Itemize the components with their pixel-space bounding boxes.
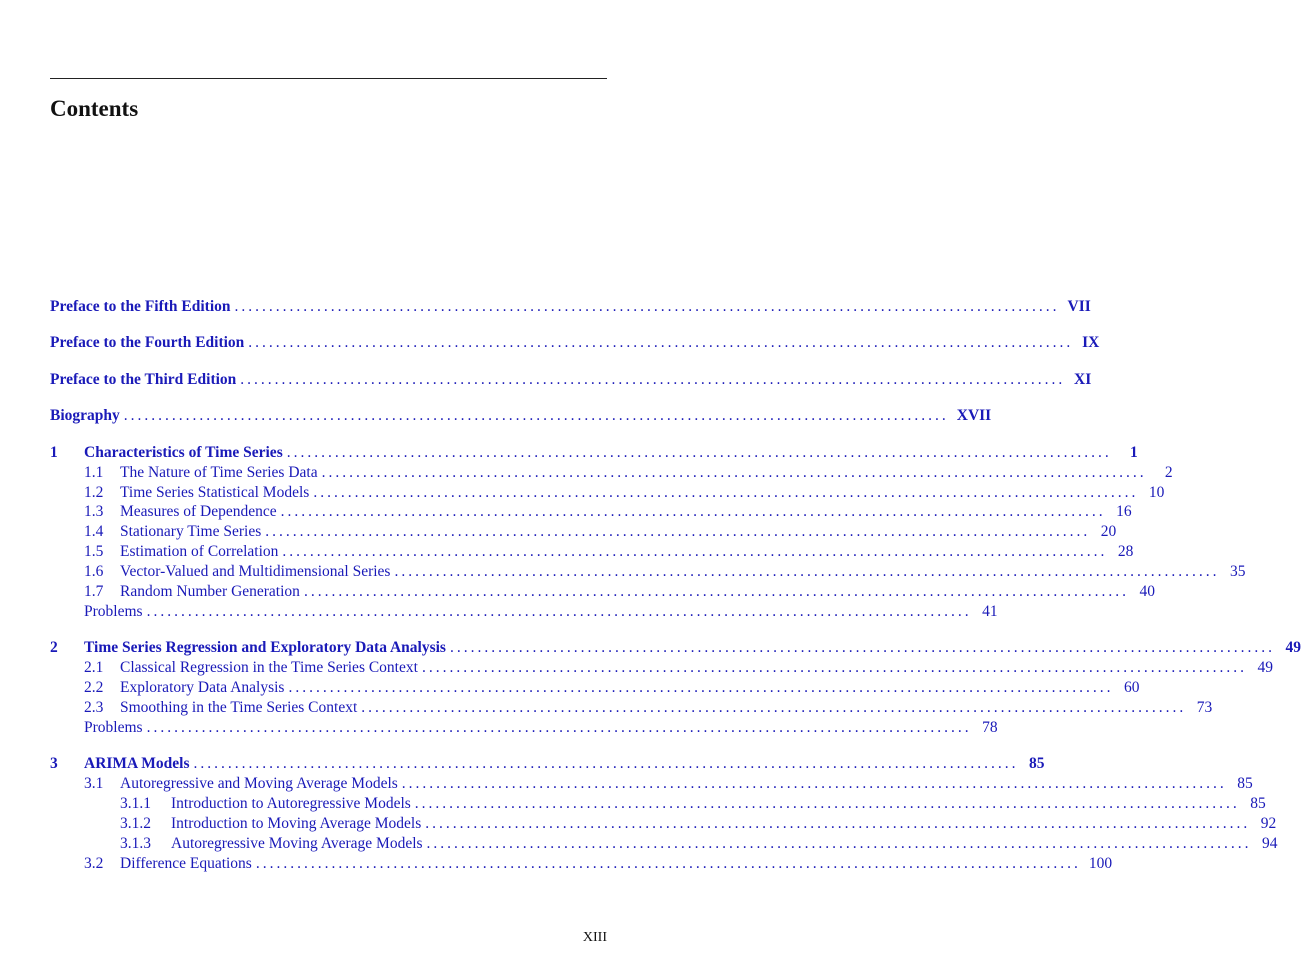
toc-entry-page: 1 <box>1129 444 1138 461</box>
toc-entry-number: 3.2 <box>84 855 104 872</box>
dot-leader: ........................................................................................................................ <box>414 795 1240 812</box>
toc-entry[interactable] <box>84 522 1117 542</box>
toc-entry[interactable] <box>84 854 1113 874</box>
toc-entry[interactable] <box>84 542 1134 562</box>
toc-entry-page: 2 <box>1164 464 1173 481</box>
toc-entry-number: 2 <box>50 639 58 656</box>
toc-entry-page: VII <box>1067 298 1091 315</box>
toc-entry-number: 1.7 <box>84 583 104 600</box>
toc-entry-title: Biography <box>50 407 120 424</box>
dot-leader: ........................................................................................................................ <box>321 464 1147 481</box>
dot-leader: ........................................................................................................................ <box>280 503 1106 520</box>
toc-entry-page: 85 <box>1237 775 1253 792</box>
toc-entry-title: Problems <box>84 719 143 736</box>
page-number: XIII <box>582 930 607 945</box>
toc-entry[interactable] <box>84 658 1273 678</box>
toc-entry[interactable] <box>50 333 1100 353</box>
toc-entry-title: Preface to the Fifth Edition <box>50 298 231 315</box>
toc-entry-title: ARIMA Models <box>84 755 190 772</box>
dot-leader: ........................................................................................................................ <box>361 699 1187 716</box>
toc-entry-page: 49 <box>1257 659 1273 676</box>
dot-leader: ........................................................................................................................ <box>193 755 1019 772</box>
dot-leader: ........................................................................................................................ <box>123 407 949 424</box>
toc-entry-number: 2.2 <box>84 679 104 696</box>
toc-entry-number: 2.1 <box>84 659 104 676</box>
dot-leader: ........................................................................................................................ <box>255 855 1081 872</box>
toc-entry-page: 28 <box>1117 543 1134 560</box>
toc-entry-title: Autoregressive and Moving Average Models <box>120 775 398 792</box>
dot-leader: ........................................................................................................................ <box>449 639 1275 656</box>
toc-entry-page: 92 <box>1260 815 1277 832</box>
toc-entry-page: 41 <box>982 603 998 620</box>
toc-entry-page: XVII <box>956 407 992 424</box>
dot-leader: ........................................................................................................................ <box>248 334 1074 351</box>
toc-entry-page: 73 <box>1196 699 1213 716</box>
toc-entry-number: 3.1.3 <box>120 835 151 852</box>
dot-leader: ........................................................................................................................ <box>421 659 1247 676</box>
toc-entry[interactable] <box>84 678 1140 698</box>
toc-entry-page: 60 <box>1123 679 1140 696</box>
header-rule <box>50 78 607 79</box>
toc-entry-number: 3.1.1 <box>120 795 151 812</box>
toc-entry-title: Time Series Statistical Models <box>120 484 310 501</box>
toc-entry-title: Vector-Valued and Multidimensional Series <box>120 563 391 580</box>
toc-entry-page: 100 <box>1088 855 1113 872</box>
toc-entry-page: 16 <box>1116 503 1132 520</box>
toc-entry-number: 1.2 <box>84 484 104 501</box>
toc-entry-number: 1.1 <box>84 464 104 481</box>
toc-entry-number: 3.1 <box>84 775 104 792</box>
toc-entry-number: 1.3 <box>84 503 104 520</box>
toc-entry-title: Time Series Regression and Exploratory Data Analysis <box>84 639 446 656</box>
page-title: Contents <box>50 96 139 121</box>
toc-entry[interactable] <box>84 718 998 738</box>
dot-leader: ........................................................................................................................ <box>286 444 1112 461</box>
dot-leader: ........................................................................................................................ <box>426 835 1252 852</box>
toc-entry-number: 3.1.2 <box>120 815 151 832</box>
dot-leader: ........................................................................................................................ <box>425 815 1251 832</box>
toc-entry-number: 2.3 <box>84 699 104 716</box>
toc-entry-number: 1.5 <box>84 543 104 560</box>
toc-entry-title: Estimation of Correlation <box>120 543 279 560</box>
dot-leader: ........................................................................................................................ <box>394 563 1220 580</box>
toc-entry-title: Autoregressive Moving Average Models <box>171 835 423 852</box>
toc-entry[interactable] <box>84 582 1155 602</box>
toc-entry-number: 1.4 <box>84 523 104 540</box>
toc-entry-page: 35 <box>1229 563 1246 580</box>
toc-entry-title: Introduction to Moving Average Models <box>171 815 422 832</box>
toc-entry-page: 40 <box>1139 583 1155 600</box>
toc-entry-title: Introduction to Autoregressive Models <box>171 795 411 812</box>
dot-leader: ........................................................................................................................ <box>313 484 1139 501</box>
toc-entry-title: Difference Equations <box>120 855 252 872</box>
toc-entry-title: Problems <box>84 603 143 620</box>
toc-entry-title: Classical Regression in the Time Series Context <box>120 659 418 676</box>
toc-entry-page: 20 <box>1100 523 1117 540</box>
dot-leader: ........................................................................................................................ <box>303 583 1129 600</box>
dot-leader: ........................................................................................................................ <box>401 775 1227 792</box>
toc-entry-title: Preface to the Fourth Edition <box>50 334 245 351</box>
toc-entry-page: 94 <box>1262 835 1278 852</box>
toc-entry-page: 85 <box>1250 795 1266 812</box>
toc-entry[interactable] <box>84 483 1165 503</box>
dot-leader: ........................................................................................................................ <box>282 543 1108 560</box>
toc-entry-title: Preface to the Third Edition <box>50 371 237 388</box>
toc-entry-title: Characteristics of Time Series <box>84 444 283 461</box>
toc-entry[interactable] <box>84 834 1278 854</box>
toc-entry-page: 10 <box>1148 484 1165 501</box>
toc-entry-page: XI <box>1074 371 1092 388</box>
toc-entry[interactable] <box>50 638 1301 658</box>
dot-leader: ........................................................................................................................ <box>146 719 972 736</box>
toc-entry[interactable] <box>50 370 1092 390</box>
dot-leader: ........................................................................................................................ <box>240 371 1066 388</box>
dot-leader: ........................................................................................................................ <box>146 603 972 620</box>
toc-entry[interactable] <box>50 443 1138 463</box>
toc-entry-title: Random Number Generation <box>120 583 300 600</box>
toc-entry-title: The Nature of Time Series Data <box>120 464 318 481</box>
toc-entry[interactable] <box>50 297 1091 317</box>
toc-entry-page: 78 <box>982 719 998 736</box>
toc-entry-page: 85 <box>1028 755 1045 772</box>
toc-entry-title: Stationary Time Series <box>120 523 262 540</box>
toc-entry-page: 49 <box>1285 639 1301 656</box>
dot-leader: ........................................................................................................................ <box>288 679 1114 696</box>
toc-entry[interactable] <box>84 602 998 622</box>
toc-entry-number: 1 <box>50 444 58 461</box>
toc-entry-title: Measures of Dependence <box>120 503 277 520</box>
toc-entry[interactable] <box>84 814 1277 834</box>
dot-leader: ........................................................................................................................ <box>234 298 1060 315</box>
toc-entry[interactable] <box>84 463 1173 483</box>
toc-entry[interactable] <box>84 562 1246 582</box>
toc-entry[interactable] <box>84 774 1253 794</box>
toc-entry[interactable] <box>50 754 1045 774</box>
toc-entry-title: Smoothing in the Time Series Context <box>120 699 358 716</box>
toc-entry[interactable] <box>84 502 1132 522</box>
toc-entry[interactable] <box>84 794 1266 814</box>
toc-entry-number: 3 <box>50 755 58 772</box>
toc-entry-page: IX <box>1082 334 1100 351</box>
toc-entry-title: Exploratory Data Analysis <box>120 679 285 696</box>
toc-entry[interactable] <box>50 406 992 426</box>
toc-entry[interactable] <box>84 698 1213 718</box>
toc-entry-number: 1.6 <box>84 563 104 580</box>
dot-leader: ........................................................................................................................ <box>265 523 1091 540</box>
